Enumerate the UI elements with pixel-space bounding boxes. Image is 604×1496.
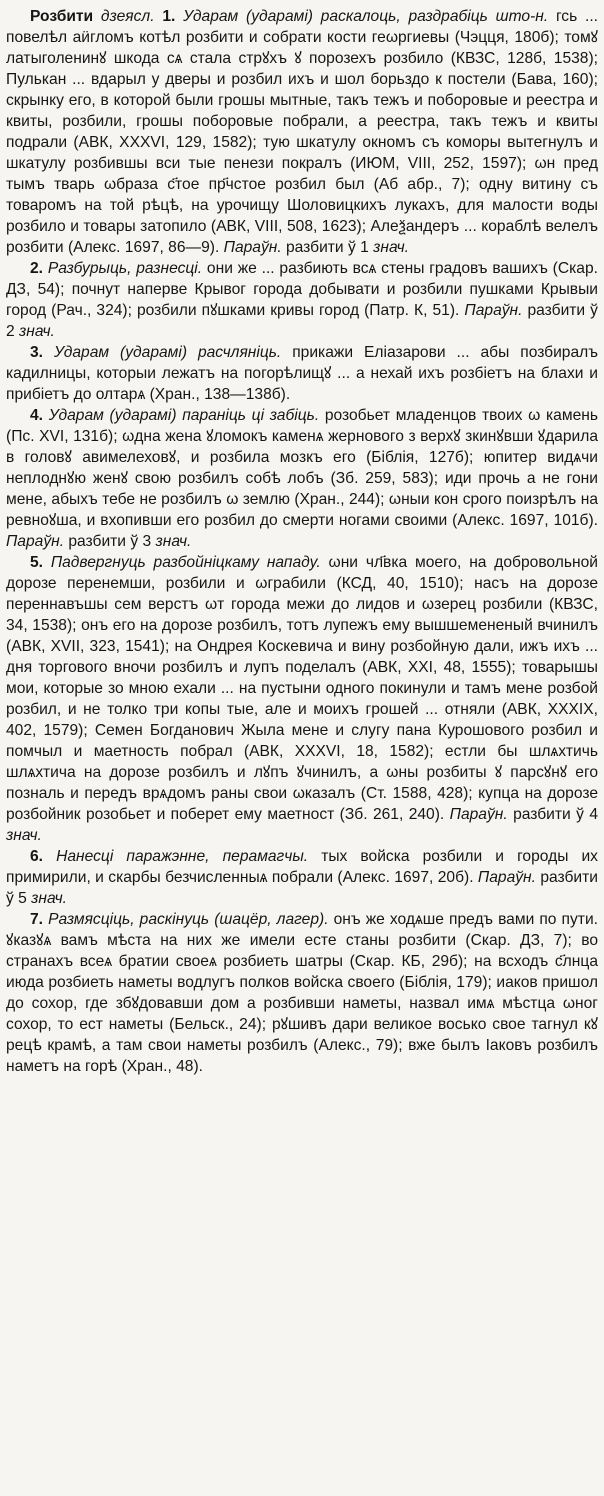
sense-number: 1. [162, 8, 176, 25]
entry-sense-7 [6, 909, 598, 1077]
cross-ref-text: разбити ў 1 [281, 239, 374, 256]
cross-ref-label: Параўн. [223, 239, 282, 256]
sense-number: 3. [30, 344, 44, 361]
cross-ref-text: разбити ў 5 [6, 869, 598, 907]
headword: Розбити [30, 8, 94, 25]
part-of-speech: дзеясл. [100, 8, 155, 25]
sense-citations: гсь ... повелѣл аӥгломъ котѣл розбити и собрати кости геωргиевы (Чэцця, 180б); томꙋ латыголенинꙋ шкода сѧ стала стрꙋхъ ꙋ порозехъ розбило (КВЗС, 128б, 1538); Пулькан ... вдарыл у дверы и розбил ихъ и шол борьздо к постели (Бава, 160); скрынку его, в которой были грошы мытные, такъ тежъ и поборовые и реестра и квиты, розбили, грошы поборовые побрали, а реестра, такъ тежъ и квиты подрали (АВК, XXXVI, 129, 1582); тую шкатулу окномъ съ коморы вытегнулъ и шкатулу розбившы вси тые пенези покралъ (ИЮМ, VIII, 252, 1597); ωн пред тымъ тварь ωбраза с҃тое пр҃чстое розбил был (Аб абр., 7); одну витину съ товаромъ на той рѣцѣ, на урочищу Шоловицкихъ лукахъ, для малости воды розбило и товары затопило (АВК, VIII, 508, 1623); Алеѯандеръ ... кораблѣ велелъ розбити (Алекс. 1697, 86—9). [6, 8, 598, 256]
sense-definition: Разбурыць, разнесці. [47, 260, 203, 277]
entry-sense-1 [6, 6, 598, 258]
cross-ref-label: Параўн. [477, 869, 536, 886]
sense-number: 7. [30, 911, 44, 928]
sense-citations: розобьет младенцов твоих ω камень (Пс. XVI, 131б); ωдна жена ꙋломокъ каменѧ жернового з верхꙋ зкинꙋвши ꙋдарила в головꙋ авимелеховꙋ, и розбила мозкъ его (Біблія, 127б); юпитер видѧчи неплоднꙋю женꙋ свою розбилъ собѣ лобъ (Зб. 259, 583); иди прочь а не гони мене, абыхъ тебе не розбилъ ω землю (Хран., 244); ωныи кон срого поизрѣлъ на ревноꙋша, и вхопивши его розбил до смерти ногами своими (Алекс. 1697, 101б). [6, 407, 598, 529]
sense-citations: ωни чл҃вка моего, на добровольной дорозе перенемши, розбили и ωграбили (КСД, 40, 1510); насъ на дорозе переннавъшы сем верстъ ωт города межи до лидов и ωзерец розбили (КВЗС, 34, 1538); онъ его на дорозе розбилъ, тотъ лупежъ ему вышшемененый вчинилъ (АВК, XVII, 323, 1541); на Ондрея Коскевича и вину розбойную дали, ижъ ихъ ... дня торгового вночи розбилъ и лупъ поделалъ (АВК, XXI, 48, 1555); товарышы мои, которые зо мною ехали ... на пустыни одного покинули и тамъ мене розбой розбил, и не толко три копы тые, але и моихъ грошей ... отняли (АВК, XXXIX, 402, 1579); Семен Богданович Жыла мене и слугу пана Курошового розбил и помчыл и маетность побрал (АВК, XXXVI, 18, 1582); естли бы шлѧхтичь шлѧхтича на дорозе розбилъ и лꙋпъ ꙋчинилъ, а ωны розбиты ꙋ парсꙋнꙋ его позналь и передъ врѧдомъ раны свои ωказалъ (Ст. 1588, 428); купца на дорозе розбойник розобьет и поберет ему маетност (Зб. 261, 240). [6, 554, 598, 823]
sense-number: 6. [30, 848, 44, 865]
sense-number: 4. [30, 407, 44, 424]
cross-ref-znach: знач. [155, 533, 192, 550]
cross-ref-label: Параўн. [464, 302, 523, 319]
sense-citations: онъ же ходѧше предъ вами по пути. ꙋказꙋѧ вамъ мѣста на них же имели есте станы розбити (Скар. ДЗ, 7); во странахъ всеѧ братии своеѧ розбиеть шатры (Скар. КБ, 29б); на всходъ с҃лнца июда розбиеть наметы водлугъ полков войска своего (Біблія, 179); иаков пришол до сохор, где збꙋдовавши дом а розбивши наметы, назвал имѧ мѣстца ωног сохор, то ест наметы (Бельск., 24); рꙋшивъ дари великое восько свое тагнул кꙋ рецѣ крамѣ, а там свои наметы розбилъ (Алекс., 79); вже былъ Іаковъ розбилъ наметъ на горѣ (Хран., 48). [6, 911, 598, 1075]
sense-definition: Падвергнуць разбойніцкаму нападу. [50, 554, 321, 571]
entry-sense-5 [6, 552, 598, 846]
cross-ref-label: Параўн. [6, 533, 65, 550]
entry-sense-6 [6, 846, 598, 909]
sense-number: 5. [30, 554, 44, 571]
cross-ref-text: разбити ў 3 [64, 533, 156, 550]
sense-number: 2. [30, 260, 44, 277]
cross-ref-label: Параўн. [449, 806, 508, 823]
entry-sense-2 [6, 258, 598, 342]
sense-definition: Нанесці паражэнне, перамагчы. [56, 848, 309, 865]
cross-ref-znach: знач. [19, 323, 55, 340]
cross-ref-znach: знач. [373, 239, 409, 256]
entry-sense-4 [6, 405, 598, 552]
cross-ref-znach: знач. [31, 890, 68, 907]
sense-definition: Ударам (ударамі) параніць ці забіць. [48, 407, 320, 424]
sense-definition: Ударам (ударамі) раскалоць, раздрабіць што-н. [183, 8, 549, 25]
sense-citations: тых войска розбили и городы их примирили, и скарбы безчисленныѧ побрали (Алекс. 1697, 20б). [6, 848, 598, 886]
cross-ref-znach: знач. [6, 827, 42, 844]
sense-definition: Ударам (ударамі) расчляніць. [53, 344, 282, 361]
cross-ref-text: разбити ў 4 [507, 806, 598, 823]
cross-ref-text: разбити ў 2 [6, 302, 598, 340]
dictionary-page [6, 6, 598, 1077]
entry-sense-3 [6, 342, 598, 405]
sense-citations: прикажи Еліазарови ... абы позбиралъ кадилницы, которыи лежатъ на погорѣлищꙋ ... а нехай ихъ розбіетъ на блахи и прибіетъ до олтарѧ (Хран., 138—138б). [6, 344, 598, 403]
sense-citations: они же ... разбиють всѧ стены градовъ вашихъ (Скар. ДЗ, 54); почнут наперве Крывог города добывати и розбили пушками Крывыи город (Рач., 324); розбили пꙋшками кривы город (Патр. К, 51). [6, 260, 598, 319]
sense-definition: Размясціць, раскінуць (шацёр, лагер). [48, 911, 329, 928]
